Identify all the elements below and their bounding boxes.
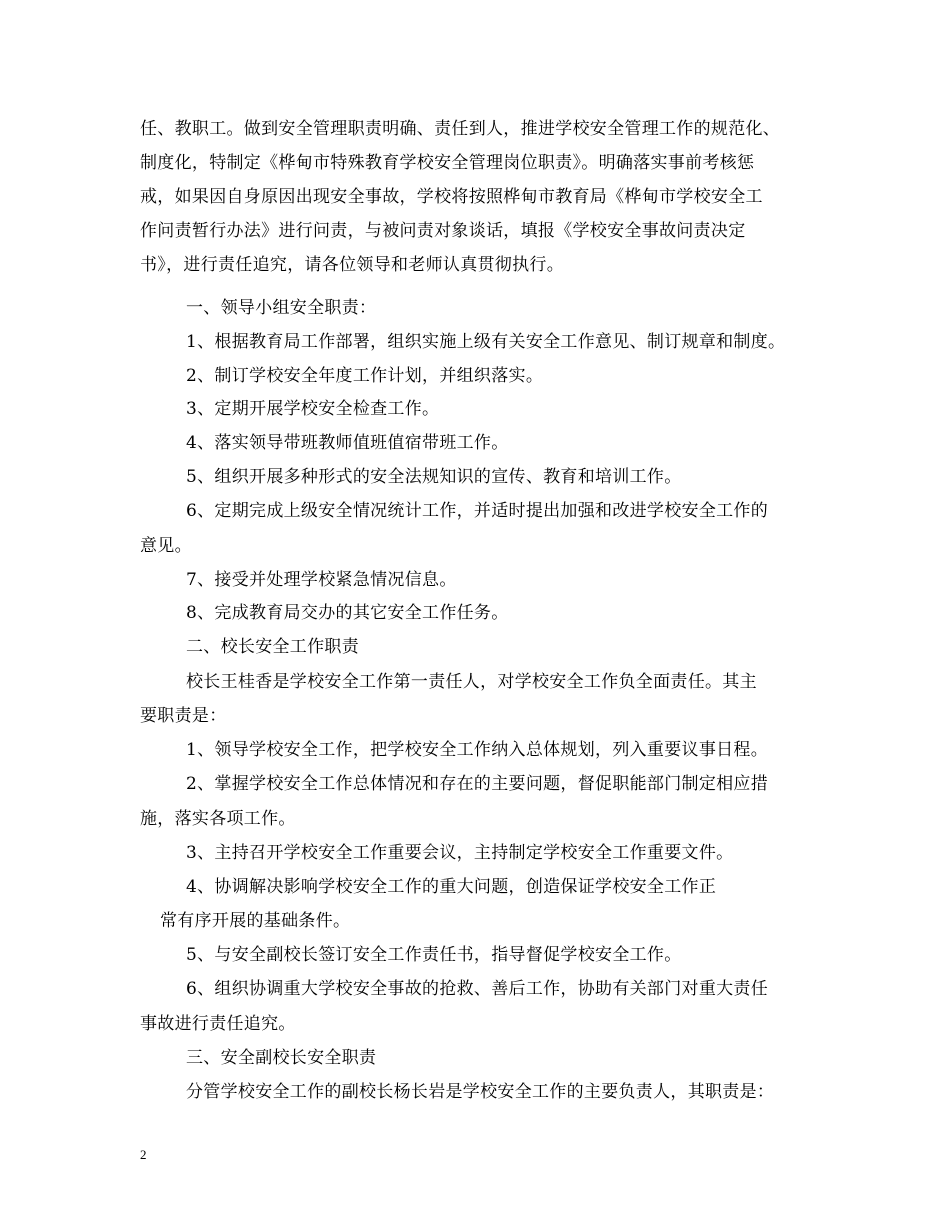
- section-heading: 一、领导小组安全职责：: [186, 298, 377, 318]
- text-line: 施，落实各项工作。: [140, 809, 296, 829]
- text-line: 意见。: [140, 536, 192, 556]
- text-line: 1、领导学校安全工作，把学校安全工作纳入总体规划，列入重要议事日程。: [186, 740, 769, 760]
- text-line: 4、落实领导带班教师值班值宿带班工作。: [186, 433, 509, 453]
- text-line: 作问责暂行办法》进行问责，与被问责对象谈话，填报《学校安全事故问责决定: [140, 221, 746, 241]
- page-number: 2: [140, 1147, 147, 1162]
- text-line: 书》，进行责任追究，请各位领导和老师认真贯彻执行。: [140, 255, 564, 275]
- text-line: 戒，如果因自身原因出现安全事故，学校将按照桦甸市教育局《桦甸市学校安全工: [140, 187, 763, 207]
- text-line: 事故进行责任追究。: [140, 1014, 296, 1034]
- text-line: 6、组织协调重大学校安全事故的抢救、善后工作，协助有关部门对重大责任: [186, 979, 769, 999]
- text-line: 6、定期完成上级安全情况统计工作，并适时提出加强和改进学校安全工作的: [186, 501, 769, 521]
- text-line: 2、制订学校安全年度工作计划，并组织落实。: [186, 366, 544, 386]
- text-line: 1、根据教育局工作部署，组织实施上级有关安全工作意见、制订规章和制度。: [186, 332, 786, 352]
- text-line: 任、教职工。做到安全管理职责明确、责任到人，推进学校安全管理工作的规范化、: [140, 119, 781, 139]
- text-line: 制度化，特制定《桦甸市特殊教育学校安全管理岗位职责》。明确落实事前考核惩: [140, 153, 755, 173]
- text-line: 要职责是：: [140, 706, 227, 726]
- text-line: 5、组织开展多种形式的安全法规知识的宣传、教育和培训工作。: [186, 467, 682, 487]
- section-heading: 二、校长安全工作职责: [186, 637, 359, 657]
- text-line: 5、与安全副校长签订安全工作责任书，指导督促学校安全工作。: [186, 945, 682, 965]
- text-line: 7、接受并处理学校紧急情况信息。: [186, 570, 457, 590]
- text-line: 4、协调解决影响学校安全工作的重大问题，创造保证学校安全工作正: [186, 877, 717, 897]
- text-line: 分管学校安全工作的副校长杨长岩是学校安全工作的主要负责人，其职责是：: [186, 1082, 775, 1102]
- text-line: 校长王桂香是学校安全工作第一责任人，对学校安全工作负全面责任。其主: [186, 672, 757, 692]
- text-line: 常有序开展的基础条件。: [160, 911, 351, 931]
- text-line: 2、掌握学校安全工作总体情况和存在的主要问题，督促职能部门制定相应措: [186, 774, 769, 794]
- text-line: 8、完成教育局交办的其它安全工作任务。: [186, 603, 509, 623]
- section-heading: 三、安全副校长安全职责: [186, 1048, 377, 1068]
- text-line: 3、主持召开学校安全工作重要会议，主持制定学校安全工作重要文件。: [186, 843, 734, 863]
- text-line: 3、定期开展学校安全检查工作。: [186, 399, 440, 419]
